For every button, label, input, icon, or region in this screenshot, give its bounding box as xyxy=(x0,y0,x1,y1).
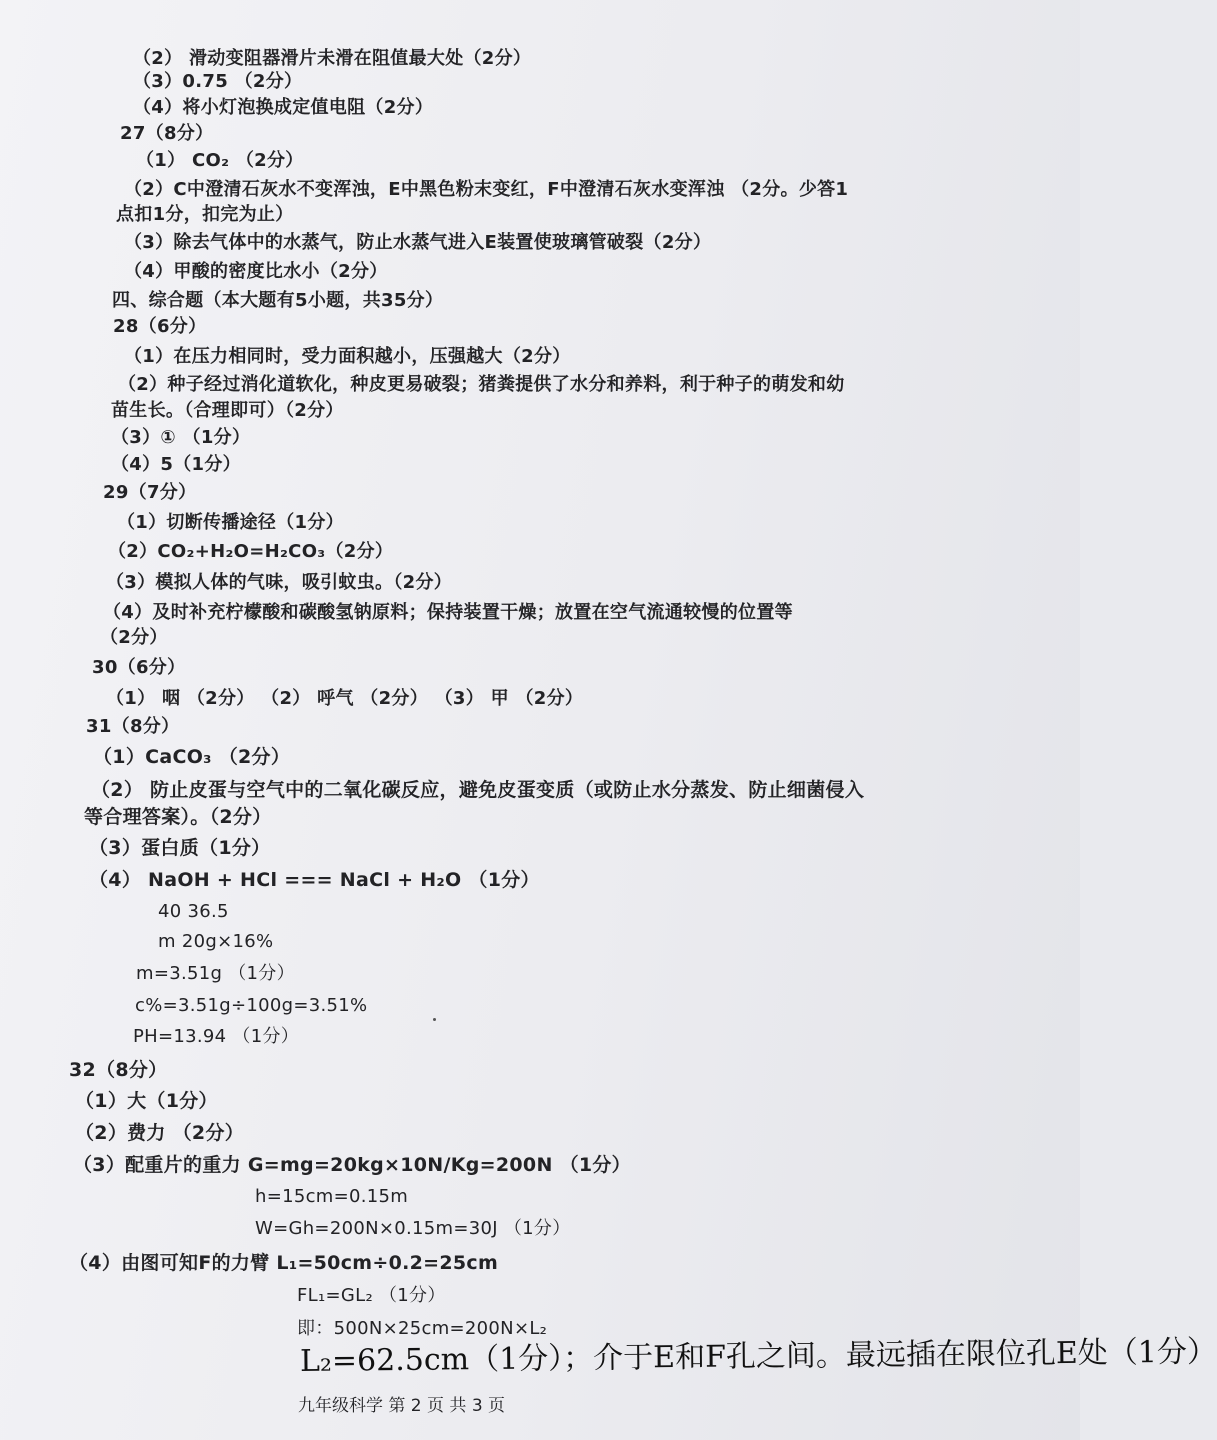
answer-line: （2分） xyxy=(100,627,168,648)
answer-line: （2）费力 （2分） xyxy=(75,1122,245,1144)
answer-line: 即：500N×25cm=200N×L₂ xyxy=(297,1318,548,1339)
answer-line: W=Gh=200N×0.15m=30J （1分） xyxy=(255,1218,571,1239)
answer-line: （1） CO₂ （2分） xyxy=(136,150,304,171)
answer-line: 32（8分） xyxy=(69,1059,168,1081)
answer-line: （3）蛋白质（1分） xyxy=(89,837,271,859)
answer-line: m=3.51g （1分） xyxy=(136,963,295,984)
answer-line: （1） 咽 （2分） （2） 呼气 （2分） （3） 甲 （2分） xyxy=(106,688,584,709)
answer-line: 点扣1分，扣完为止） xyxy=(116,204,294,225)
handwritten-answer: L₂=62.5cm（1分）；介于E和F孔之间。最远插在限位孔E处（1分） xyxy=(299,1334,1217,1379)
answer-line: （3）模拟人体的气味，吸引蚊虫。（2分） xyxy=(106,572,453,593)
answer-line: 四、综合题（本大题有5小题，共35分） xyxy=(112,290,444,311)
answer-line: （4） NaOH + HCl === NaCl + H₂O （1分） xyxy=(89,869,540,891)
answer-line: （3）① （1分） xyxy=(111,427,251,448)
answer-line: 30（6分） xyxy=(92,657,186,678)
answer-line: PH=13.94 （1分） xyxy=(133,1026,300,1047)
answer-line: （2） 防止皮蛋与空气中的二氧化碳反应，避免皮蛋变质（或防止水分蒸发、防止细菌侵入 xyxy=(91,779,865,801)
answer-line: c%=3.51g÷100g=3.51% xyxy=(135,995,368,1016)
answer-line: （1）在压力相同时，受力面积越小，压强越大（2分） xyxy=(124,346,571,367)
answer-line: （3）除去气体中的水蒸气，防止水蒸气进入E装置使玻璃管破裂（2分） xyxy=(124,232,712,253)
answer-line: FL₁=GL₂ （1分） xyxy=(297,1285,446,1306)
answer-line: h=15cm=0.15m xyxy=(255,1186,409,1207)
answer-line: （2） 滑动变阻器滑片未滑在阻值最大处（2分） xyxy=(133,48,532,69)
answer-line: （2）C中澄清石灰水不变浑浊，E中黑色粉末变红，F中澄清石灰水变浑浊 （2分。少答1 xyxy=(124,179,849,200)
answer-line: 40 36.5 xyxy=(158,901,229,922)
pen-mark xyxy=(433,1018,436,1021)
page-footer: 九年级科学 第 2 页 共 3 页 xyxy=(298,1396,506,1416)
answer-line: （1）切断传播途径（1分） xyxy=(117,512,344,533)
answer-line: （3）0.75 （2分） xyxy=(133,71,303,92)
answer-line: （2）CO₂+H₂O=H₂CO₃（2分） xyxy=(108,541,394,562)
answer-line: 28（6分） xyxy=(113,316,207,337)
answer-line: （4）将小灯泡换成定值电阻（2分） xyxy=(133,97,434,118)
answer-line: （4）由图可知F的力臂 L₁=50cm÷0.2=25cm xyxy=(69,1252,499,1274)
answer-line: （3）配重片的重力 G=mg=20kg×10N/Kg=200N （1分） xyxy=(73,1154,631,1176)
answer-line: （2）种子经过消化道软化，种皮更易破裂；猪粪提供了水分和养料，利于种子的萌发和幼 xyxy=(118,374,845,395)
answer-line: 31（8分） xyxy=(86,716,180,737)
answer-line: （4）及时补充柠檬酸和碳酸氢钠原料；保持装置干燥；放置在空气流通较慢的位置等 xyxy=(103,602,793,623)
answer-line: （4）甲酸的密度比水小（2分） xyxy=(124,261,388,282)
answer-line: 27（8分） xyxy=(120,123,214,144)
answer-line: （1）CaCO₃ （2分） xyxy=(93,746,291,768)
answer-line: 等合理答案）。（2分） xyxy=(84,806,272,828)
answer-line: 29（7分） xyxy=(103,482,197,503)
answer-line: （1）大（1分） xyxy=(75,1090,218,1112)
answer-line: （4）5（1分） xyxy=(111,454,241,475)
answer-line: 苗生长。（合理即可）（2分） xyxy=(111,400,344,421)
answer-line: m 20g×16% xyxy=(158,931,274,952)
